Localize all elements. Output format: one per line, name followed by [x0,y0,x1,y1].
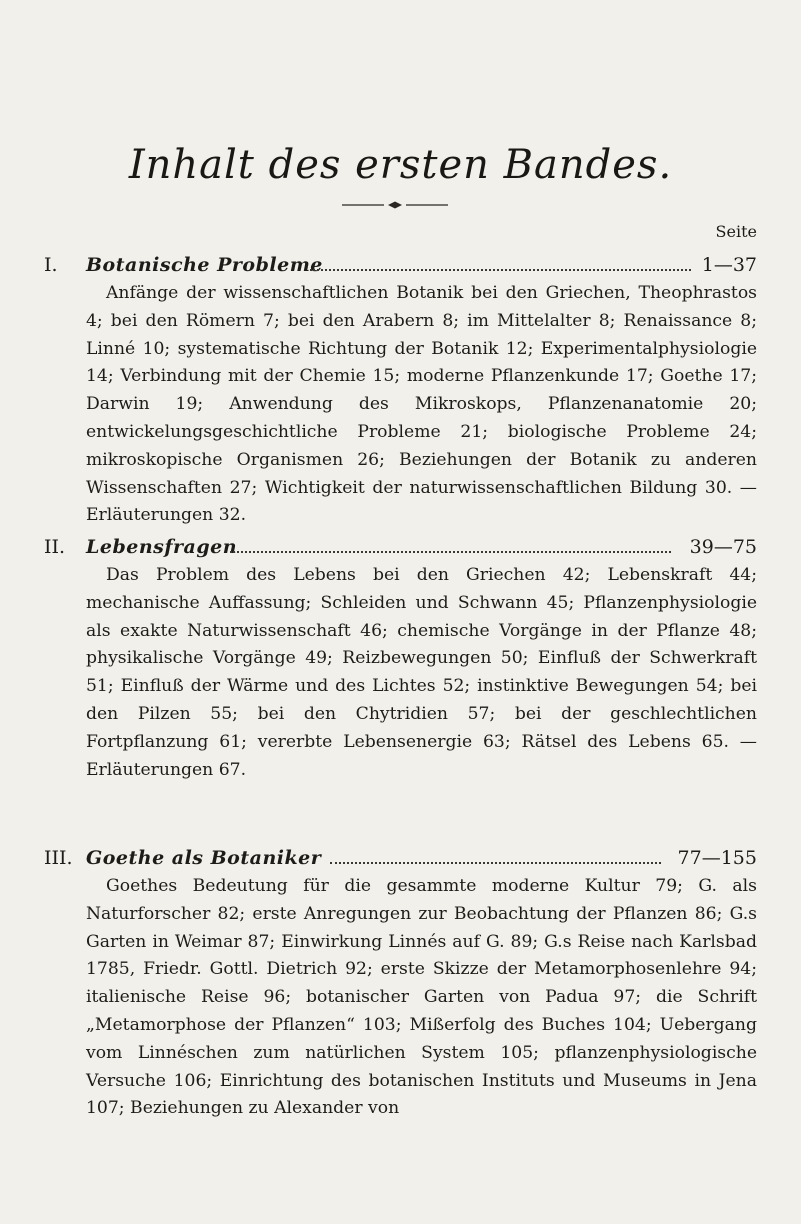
section-title: Lebensfragen [86,536,238,558]
section-summary: Das Problem des Lebens bei den Griechen 42; Lebenskraft 44; mechanische Auffassung; Schleiden und Schwann 45; Pflanzenphysiologie als exakte Naturwissenschaft 46; chemische Vorgänge in der Pflanze 48; physikalische Vorgänge 49; Reizbewegungen 50; Einfluß der Schwerkraft 51; Einfluß der Wärme und des Lichtes 52; instinktive Bewegungen 54; bei den Pilzen 55; bei den Chytridien 57; bei der geschlechtlichen Fortpflanzung 61; vererbte Lebensenergie 63; Rätsel des Lebens 65. — Erläuterungen 67. [86,565,757,780]
page-title: Inhalt des ersten Bandes. [128,142,673,188]
toc-section-3 [0,845,801,1119]
section-title: Goethe als Botaniker [86,847,322,869]
section-numeral: I. [44,254,58,276]
dot-leader [230,551,671,553]
section-pages: 77—155 [677,847,757,869]
section-pages: 1—37 [701,254,757,276]
toc-section-heading [0,252,801,278]
toc-section-heading [0,845,801,871]
section-numeral: III. [44,847,73,869]
toc-section-heading [0,534,801,560]
section-numeral: II. [44,536,66,558]
section-pages: 39—75 [689,536,757,558]
dot-leader [310,269,691,271]
dot-leader [330,862,661,864]
toc-section-2 [0,534,801,780]
section-summary: Goethes Bedeutung für die gesammte moderne Kultur 79; G. als Naturforscher 82; erste Anregungen zur Beobachtung der Pflanzen 86; G.s Garten in Weimar 87; Einwirkung Linnés auf G. 89; G.s Reise nach Karlsbad 1785, Friedr. Gottl. Dietrich 92; erste Skizze der Metamorphosenlehre 94; italienische Reise 96; botanischer Garten von Padua 97; die Schrift „Metamorphose der Pflanzen“ 103; Mißerfolg des Buches 104; Uebergang vom Linnéschen zum natürlichen System 105; pflanzenphysiologische Versuche 106; Einrichtung des botanischen Instituts und Museums in Jena 107; Beziehungen zu Alexander von [86,876,757,1119]
page-column-label: Seite [715,222,757,241]
section-title: Botanische Probleme [86,254,323,276]
section-summary: Anfänge der wissenschaftlichen Botanik bei den Griechen, Theophrastos 4; bei den Römern 7; bei den Arabern 8; im Mittelalter 8; Renaissance 8; Linné 10; systematische Richtung der Botanik 12; Experimentalphysiologie 14; Verbindung mit der Chemie 15; moderne Pflanzenkunde 17; Goethe 17; Darwin 19; Anwendung des Mikroskops, Pflanzenanatomie 20; entwickelungsgeschichtliche Probleme 21; biologische Probleme 24; mikroskopische Organismen 26; Beziehungen der Botanik zu anderen Wissenschaften 27; Wichtigkeit der naturwissenschaftlichen Bildung 30. — Erläuterungen 32. [86,283,757,526]
title-ornament [340,200,450,210]
toc-section-1 [0,252,801,526]
